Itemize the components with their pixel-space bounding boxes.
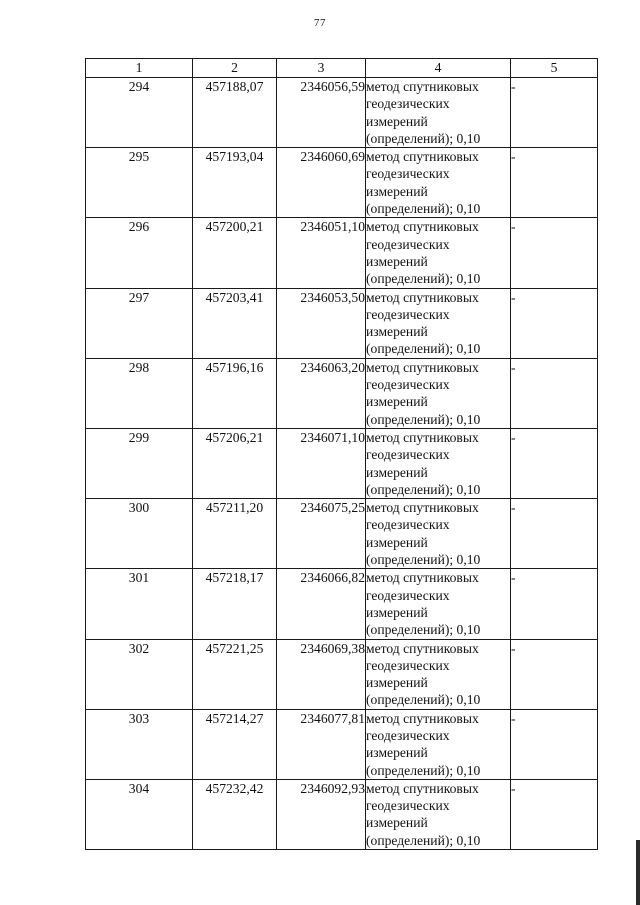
table-row bbox=[86, 499, 598, 569]
header-col-3: 3 bbox=[277, 59, 366, 78]
coordinate-x: 457206,21 bbox=[193, 428, 277, 498]
coordinate-x: 457232,42 bbox=[193, 779, 277, 849]
method-accuracy: метод спутниковых геодезических измерений (определений); 0,10 bbox=[366, 148, 511, 218]
coordinate-x: 457203,41 bbox=[193, 288, 277, 358]
method-accuracy: метод спутниковых геодезических измерений (определений); 0,10 bbox=[366, 358, 511, 428]
note: - bbox=[511, 358, 598, 428]
table-row bbox=[86, 78, 598, 148]
note: - bbox=[511, 148, 598, 218]
table-row bbox=[86, 639, 598, 709]
coordinate-x: 457214,27 bbox=[193, 709, 277, 779]
note: - bbox=[511, 639, 598, 709]
coordinates-table bbox=[85, 58, 598, 850]
method-accuracy: метод спутниковых геодезических измерений (определений); 0,10 bbox=[366, 779, 511, 849]
point-number: 302 bbox=[86, 639, 193, 709]
coordinate-y: 2346053,50 bbox=[277, 288, 366, 358]
coordinate-y: 2346060,69 bbox=[277, 148, 366, 218]
scan-edge-shadow bbox=[636, 840, 640, 905]
coordinate-y: 2346075,25 bbox=[277, 499, 366, 569]
table-row bbox=[86, 288, 598, 358]
point-number: 297 bbox=[86, 288, 193, 358]
coordinate-x: 457188,07 bbox=[193, 78, 277, 148]
point-number: 299 bbox=[86, 428, 193, 498]
coordinate-y: 2346069,38 bbox=[277, 639, 366, 709]
note: - bbox=[511, 428, 598, 498]
coordinate-x: 457200,21 bbox=[193, 218, 277, 288]
method-accuracy: метод спутниковых геодезических измерений (определений); 0,10 bbox=[366, 428, 511, 498]
point-number: 298 bbox=[86, 358, 193, 428]
point-number: 301 bbox=[86, 569, 193, 639]
coordinate-y: 2346077,81 bbox=[277, 709, 366, 779]
header-col-5: 5 bbox=[511, 59, 598, 78]
table-row bbox=[86, 428, 598, 498]
header-col-4: 4 bbox=[366, 59, 511, 78]
point-number: 300 bbox=[86, 499, 193, 569]
header-col-1: 1 bbox=[86, 59, 193, 78]
table-body bbox=[86, 78, 598, 850]
table-row bbox=[86, 779, 598, 849]
point-number: 295 bbox=[86, 148, 193, 218]
note: - bbox=[511, 779, 598, 849]
method-accuracy: метод спутниковых геодезических измерений (определений); 0,10 bbox=[366, 639, 511, 709]
note: - bbox=[511, 288, 598, 358]
coordinate-y: 2346063,20 bbox=[277, 358, 366, 428]
coordinate-y: 2346066,82 bbox=[277, 569, 366, 639]
method-accuracy: метод спутниковых геодезических измерений (определений); 0,10 bbox=[366, 499, 511, 569]
point-number: 296 bbox=[86, 218, 193, 288]
table-row bbox=[86, 148, 598, 218]
method-accuracy: метод спутниковых геодезических измерений (определений); 0,10 bbox=[366, 288, 511, 358]
header-col-2: 2 bbox=[193, 59, 277, 78]
coordinate-x: 457193,04 bbox=[193, 148, 277, 218]
table-header bbox=[86, 59, 598, 78]
page-number: 77 bbox=[314, 17, 326, 29]
coordinate-x: 457221,25 bbox=[193, 639, 277, 709]
table-row bbox=[86, 569, 598, 639]
method-accuracy: метод спутниковых геодезических измерений (определений); 0,10 bbox=[366, 709, 511, 779]
note: - bbox=[511, 569, 598, 639]
header-row bbox=[86, 59, 598, 78]
point-number: 303 bbox=[86, 709, 193, 779]
method-accuracy: метод спутниковых геодезических измерений (определений); 0,10 bbox=[366, 569, 511, 639]
note: - bbox=[511, 709, 598, 779]
coordinate-x: 457218,17 bbox=[193, 569, 277, 639]
point-number: 304 bbox=[86, 779, 193, 849]
coordinate-y: 2346092,93 bbox=[277, 779, 366, 849]
method-accuracy: метод спутниковых геодезических измерений (определений); 0,10 bbox=[366, 78, 511, 148]
coordinate-y: 2346071,10 bbox=[277, 428, 366, 498]
coordinate-y: 2346051,10 bbox=[277, 218, 366, 288]
table-row bbox=[86, 218, 598, 288]
method-accuracy: метод спутниковых геодезических измерений (определений); 0,10 bbox=[366, 218, 511, 288]
note: - bbox=[511, 78, 598, 148]
note: - bbox=[511, 218, 598, 288]
note: - bbox=[511, 499, 598, 569]
coordinate-x: 457211,20 bbox=[193, 499, 277, 569]
table-row bbox=[86, 709, 598, 779]
coordinate-y: 2346056,59 bbox=[277, 78, 366, 148]
point-number: 294 bbox=[86, 78, 193, 148]
coordinate-x: 457196,16 bbox=[193, 358, 277, 428]
table-row bbox=[86, 358, 598, 428]
